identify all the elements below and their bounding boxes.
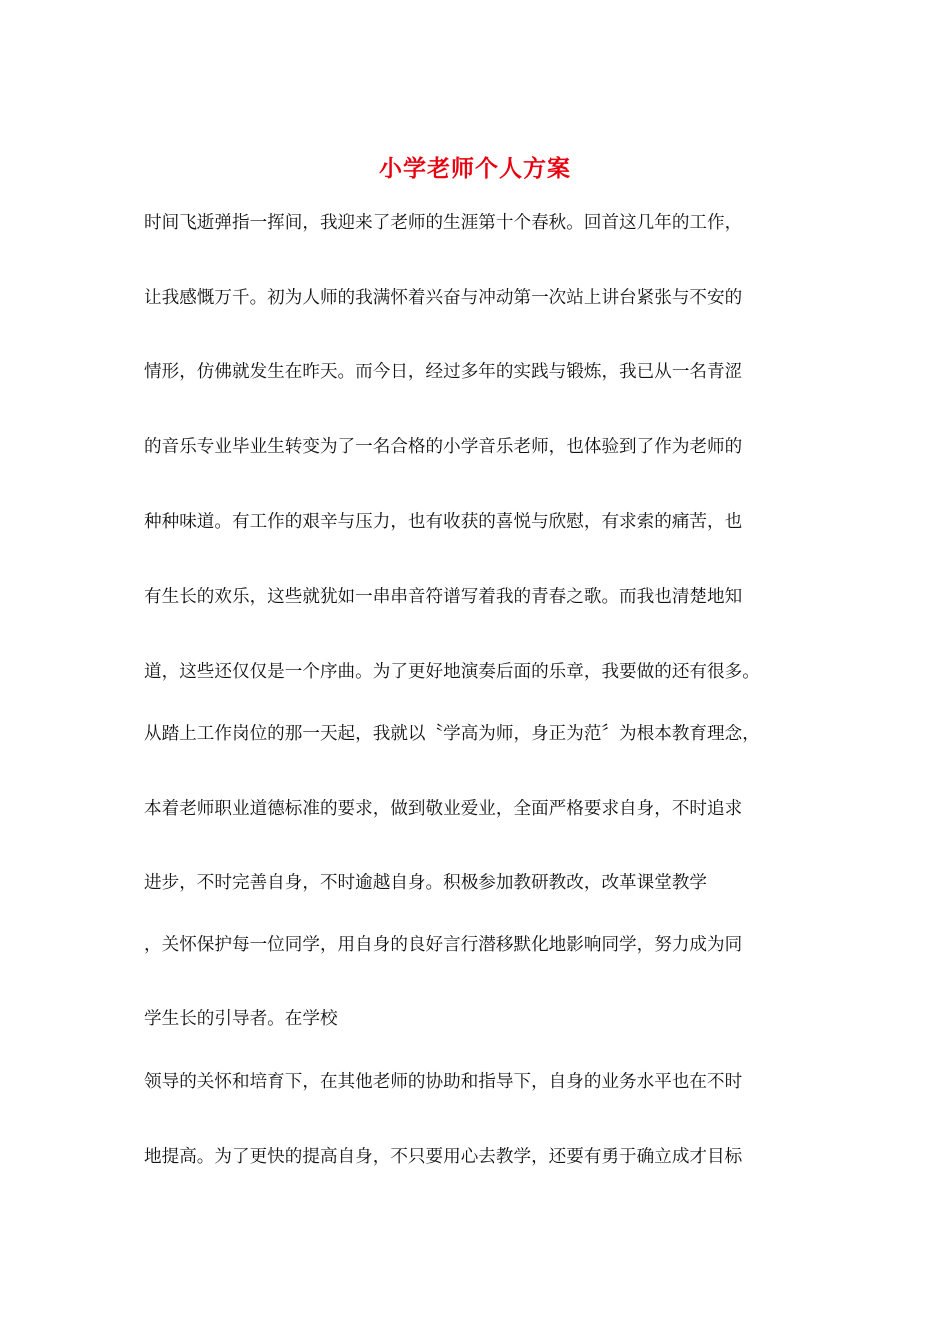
body-line-2: 让我感慨万千。初为人师的我满怀着兴奋与冲动第一次站上讲台紧张与不安的 <box>144 288 743 308</box>
body-line-12: 学生长的引导者。在学校 <box>144 1009 338 1029</box>
body-line-8: 从踏上工作岗位的那一天起，我就以〝学高为师，身正为范〞为根本教育理念， <box>144 724 760 744</box>
body-line-9: 本着老师职业道德标准的要求，做到敬业爱业，全面严格要求自身，不时追求 <box>144 799 743 819</box>
body-line-1: 时间飞逝弹指一挥间，我迎来了老师的生涯第十个春秋。回首这几年的工作， <box>144 213 743 233</box>
body-line-6: 有生长的欢乐，这些就犹如一串串音符谱写着我的青春之歌。而我也清楚地知 <box>144 587 743 607</box>
body-line-14: 地提高。为了更快的提高自身，不只要用心去教学，还要有勇于确立成才目标 <box>144 1147 743 1167</box>
body-line-7: 道，这些还仅仅是一个序曲。为了更好地演奏后面的乐章，我要做的还有很多。 <box>144 662 760 682</box>
body-line-3: 情形，仿佛就发生在昨天。而今日，经过多年的实践与锻炼，我已从一名青涩 <box>144 362 743 382</box>
body-line-11: ，关怀保护每一位同学，用自身的良好言行潜移默化地影响同学，努力成为同 <box>144 935 743 955</box>
body-line-10: 进步，不时完善自身，不时逾越自身。积极参加教研教改，改革课堂教学 <box>144 873 708 893</box>
document-title: 小学老师个人方案 <box>379 155 571 182</box>
body-line-4: 的音乐专业毕业生转变为了一名合格的小学音乐老师，也体验到了作为老师的 <box>144 437 743 457</box>
body-line-13: 领导的关怀和培育下，在其他老师的协助和指导下，自身的业务水平也在不时 <box>144 1072 743 1092</box>
body-line-5: 种种味道。有工作的艰辛与压力，也有收获的喜悦与欣慰，有求索的痛苦，也 <box>144 512 743 532</box>
